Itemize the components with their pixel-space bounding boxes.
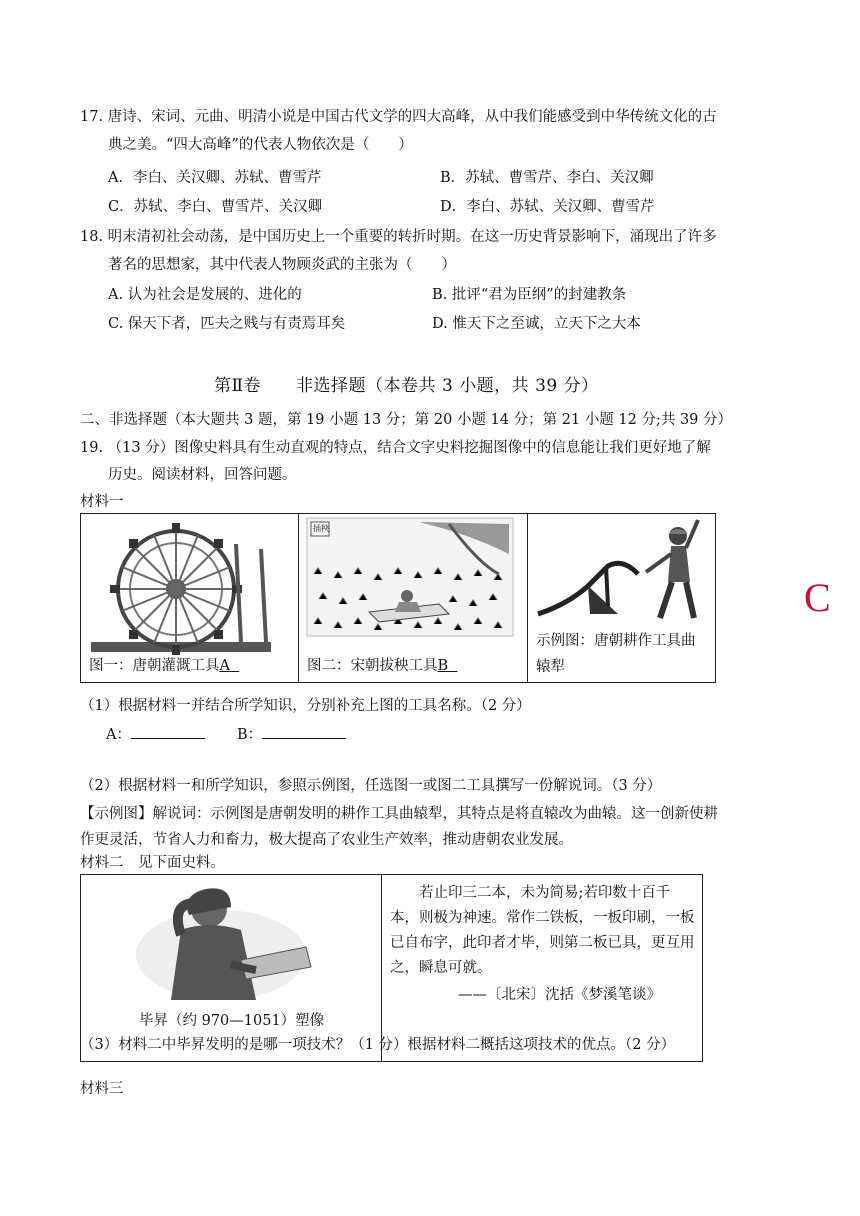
q19-sub2: （2）根据材料一和所学知识，参照示例图，任选图一或图二工具撰写一份解说词。（3 分） xyxy=(80,778,662,794)
fig1-cell xyxy=(81,514,299,683)
material1-figure-table xyxy=(80,513,716,683)
section2-subtitle: 二、非选择题（本大题共 3 题，第 19 小题 13 分；第 20 小题 14 分；第 21 小题 12 分;共 39 分） xyxy=(80,412,733,428)
example-caption xyxy=(536,628,696,680)
example-caption-line2: 辕犁 xyxy=(536,659,565,675)
example-cell xyxy=(528,514,716,683)
q18-option-c: C. 保天下者，匹夫之贱与有责焉耳矣 xyxy=(108,316,346,332)
curved-plough-image xyxy=(528,514,718,626)
q18-stem-line2: 著名的思想家，其中代表人物顾炎武的主张为（ ） xyxy=(108,257,456,273)
answer-annotation: C xyxy=(804,575,831,620)
fig2-caption-text: 图二：宋朝拔秧工具 xyxy=(307,658,438,674)
material3-label: 材料三 xyxy=(80,1081,124,1097)
q17-option-a: A．李白、关汉卿、苏轼、曹雪芹 xyxy=(108,170,322,186)
q19-stem-line1: 19. （13 分）图像史料具有生动直观的特点，结合文字史料挖掘图像中的信息能让我们更好地了解 xyxy=(80,440,711,456)
fig2-caption xyxy=(307,654,457,675)
q17-option-d: D．李白、苏轼、关汉卿、曹雪芹 xyxy=(440,199,655,215)
q19-sub3: （3）材料二中毕昇发明的是哪一项技术？（1 分）根据材料二概括这项技术的优点。（2 分） xyxy=(80,1037,676,1053)
quote-source: ——〔北宋〕沈括《梦溪笔谈》 xyxy=(458,987,661,1003)
bisheng-statue-image xyxy=(81,875,381,1005)
q18-option-d: D. 惟天下之至诚，立天下之大本 xyxy=(432,316,641,332)
q17-option-b: B．苏轼、曹雪芹、李白、关汉卿 xyxy=(440,170,654,186)
quote-text: 若止印三二本，未为简易;若印数十百千本，则极为神速。常作二铁板，一板印刷，一板已自布字，此印者才毕，则第二板已具，更互用之，瞬息可就。 xyxy=(390,885,695,976)
q19-sub1: （1）根据材料一并结合所学知识，分别补充上图的工具名称。（2 分） xyxy=(80,698,531,714)
fig2-cell xyxy=(299,514,528,683)
sub1-b-blank[interactable] xyxy=(262,723,346,739)
material1-label: 材料一 xyxy=(80,494,124,510)
fig2-stamp: 插秧 xyxy=(313,524,329,533)
example-text-line2: 作更灵活，节省人力和畜力，极大提高了农业生产效率，推动唐朝农业发展。 xyxy=(80,832,573,848)
q17-stem-line1: 17. 唐诗、宋词、元曲、明清小说是中国古代文学的四大高峰，从中我们能感受到中华传统文化的古 xyxy=(80,109,717,125)
q17-stem-line2: 典之美。“四大高峰”的代表人物依次是（ ） xyxy=(108,137,413,153)
seedling-pulling-image xyxy=(299,514,527,644)
q18-option-b: B. 批评“君为臣纲”的封建教条 xyxy=(432,287,627,303)
statue-caption: 毕昇（约 970—1051）塑像 xyxy=(139,1013,325,1029)
sub1-a-blank[interactable] xyxy=(131,723,205,739)
fig2-blank-b: B xyxy=(437,658,449,674)
material2-label: 材料二 见下面史料。 xyxy=(80,855,225,871)
q18-stem-line1: 18. 明末清初社会动荡，是中国历史上一个重要的转折时期。在这一历史背景影响下，涌现出了许多 xyxy=(80,229,717,245)
q19-stem-line2: 历史。阅读材料，回答问题。 xyxy=(108,467,297,483)
sub1-b-label: B： xyxy=(236,727,263,743)
fig1-caption xyxy=(89,654,239,675)
sub1-a-label: A： xyxy=(106,727,131,743)
q17-option-c: C．苏轼、李白、曹雪芹、关汉卿 xyxy=(108,199,323,215)
q18-option-a: A. 认为社会是发展的、进化的 xyxy=(108,287,302,303)
section2-title: 第Ⅱ卷 非选择题（本卷共 3 小题，共 39 分） xyxy=(214,376,599,396)
example-text-line1: 【示例图】解说词：示例图是唐朝发明的耕作工具曲辕犁，其特点是将直辕改为曲辕。这一创新使耕 xyxy=(80,806,718,822)
fig1-blank-a: A xyxy=(219,658,230,674)
fig1-caption-text: 图一：唐朝灌溉工具 xyxy=(89,658,220,674)
sub1-answer-line xyxy=(106,721,346,749)
example-caption-line1: 示例图：唐朝耕作工具曲 xyxy=(536,633,696,649)
